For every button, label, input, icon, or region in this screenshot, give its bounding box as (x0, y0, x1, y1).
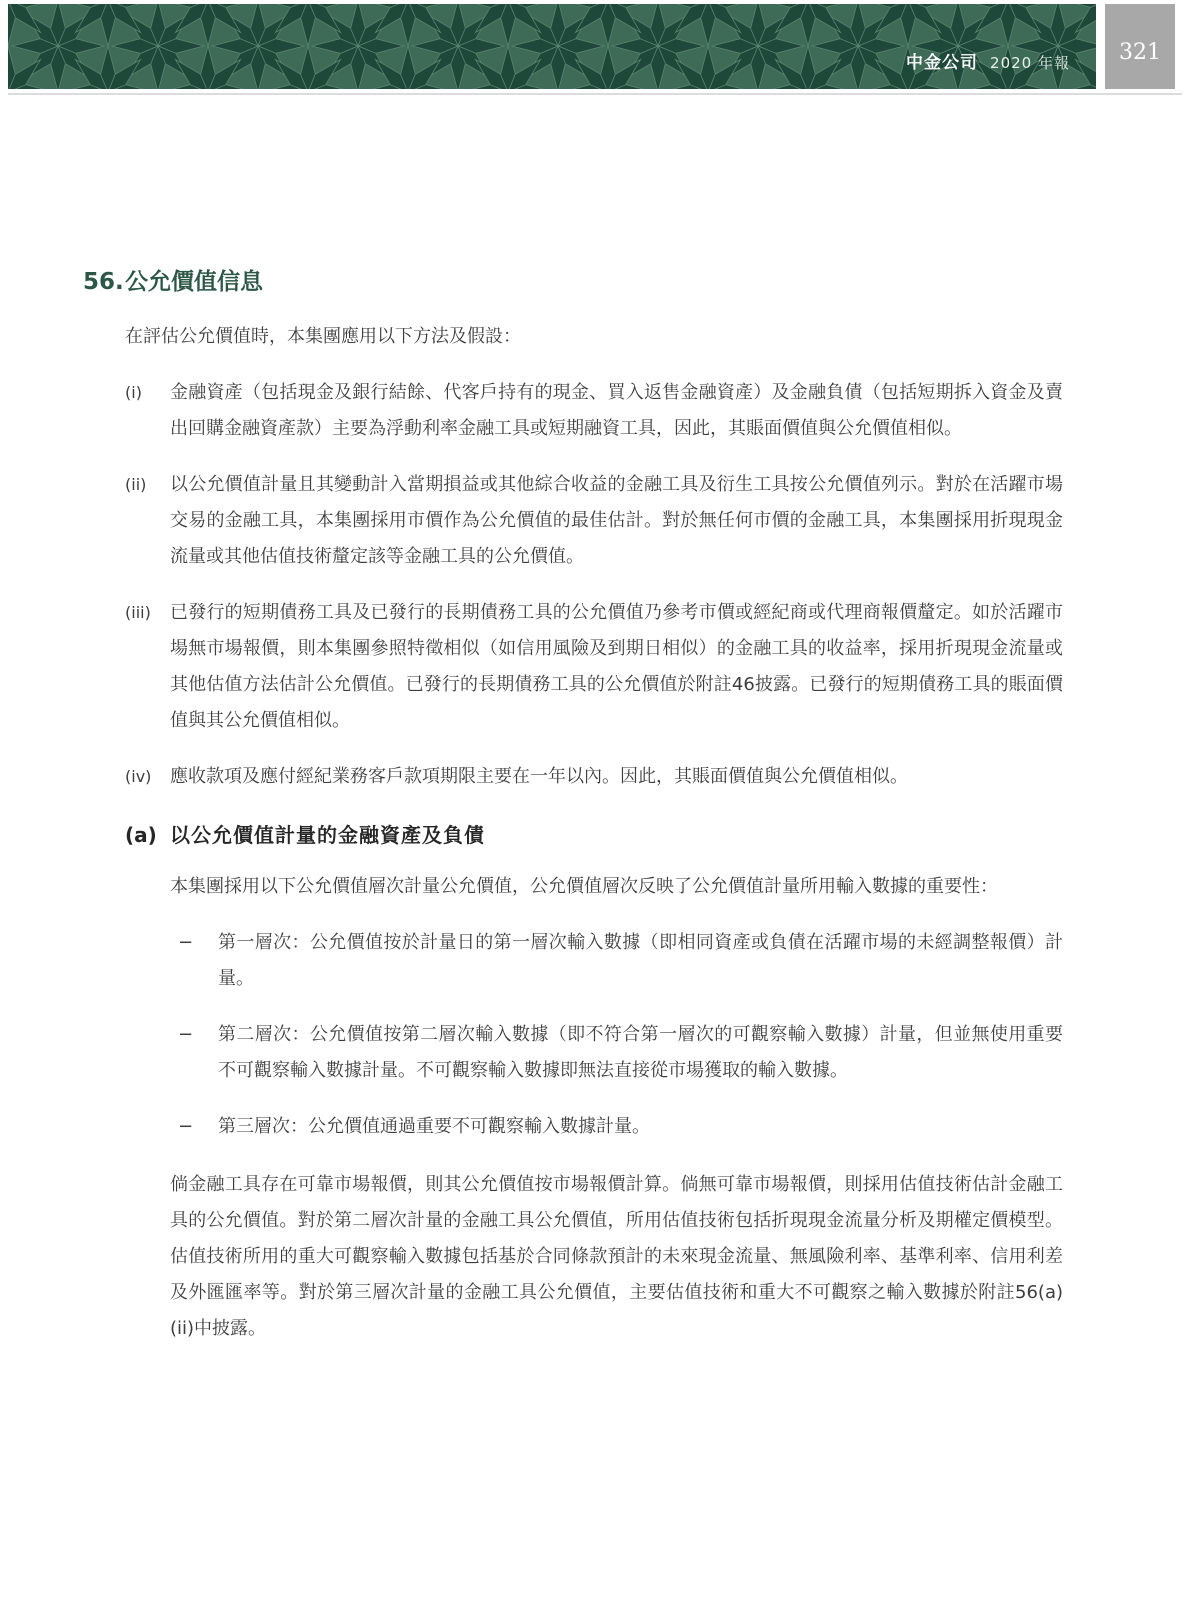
paragraph-list (125, 375, 1063, 795)
page-number-box (1105, 4, 1175, 89)
paragraph-text: 應收款項及應付經紀業務客戶款項期限主要在一年以內。因此，其賬面價值與公允價值相似。 (170, 766, 908, 787)
paragraph-label: (iii) (125, 603, 151, 622)
asanoha-pattern (8, 4, 1096, 89)
paragraph-item (125, 375, 1063, 447)
section-number: 56. (83, 269, 124, 295)
bullet-marker: − (178, 1116, 194, 1137)
paragraph-label: (iv) (125, 767, 152, 786)
subsection-a (125, 821, 1063, 1347)
paragraph-text: 已發行的短期債務工具及已發行的長期債務工具的公允價值乃參考市價或經紀商或代理商報價釐定。如於活躍市場無市場報價，則本集團參照特徵相似（如信用風險及到期日相似）的金融工具的收益率，採用折現現金流量或其他估值方法估計公允價值。已發行的長期債務工具的公允價值於附註46披露。已發行的短期債務工具的賬面價值與其公允價值相似。 (170, 602, 1063, 731)
section-intro: 在評估公允價值時，本集團應用以下方法及假設： (125, 326, 521, 347)
section-body (125, 319, 1063, 1347)
bullet-item (178, 925, 1063, 997)
section-heading (83, 267, 1063, 297)
header-band (8, 4, 1096, 89)
paragraph-label: (ii) (125, 475, 147, 494)
subsection-body (170, 869, 1063, 1347)
paragraph-item (125, 759, 1063, 795)
bullet-marker: − (178, 1024, 194, 1045)
bullet-item (178, 1109, 1063, 1145)
subsection-intro: 本集團採用以下公允價值層次計量公允價值，公允價值層次反映了公允價值計量所用輸入數據的重要性： (170, 876, 998, 897)
report-header (0, 0, 1190, 89)
bullet-text: 第三層次：公允價值通過重要不可觀察輸入數據計量。 (218, 1116, 650, 1137)
header-divider (8, 93, 1182, 95)
paragraph-label: (i) (125, 383, 142, 402)
subsection-heading (125, 821, 1063, 849)
section-title: 公允價值信息 (125, 269, 263, 295)
paragraph-item (125, 467, 1063, 575)
page-number: 321 (1119, 40, 1161, 65)
header-title-group (906, 48, 1070, 73)
paragraph-item (125, 595, 1063, 739)
bullet-list (178, 925, 1063, 1145)
closing-paragraph: 倘金融工具存在可靠市場報價，則其公允價值按市場報價計算。倘無可靠市場報價，則採用估值技術估計金融工具的公允價值。對於第二層次計量的金融工具公允價值，所用估值技術包括折現現金流量分析及期權定價模型。估值技術所用的重大可觀察輸入數據包括基於合同條款預計的未來現金流量、無風險利率、基準利率、信用利差及外匯匯率等。對於第三層次計量的金融工具公允價值，主要估值技術和重大不可觀察之輸入數據於附註56(a)(ii)中披露。 (170, 1174, 1063, 1339)
page-content (83, 267, 1063, 1347)
bullet-text: 第二層次：公允價值按第二層次輸入數據（即不符合第一層次的可觀察輸入數據）計量，但並無使用重要不可觀察輸入數據計量。不可觀察輸入數據即無法直接從市場獲取的輸入數據。 (218, 1024, 1063, 1081)
subsection-label: (a) (125, 823, 157, 847)
bullet-marker: − (178, 932, 194, 953)
bullet-text: 第一層次：公允價值按於計量日的第一層次輸入數據（即相同資產或負債在活躍市場的未經調整報價）計量。 (218, 932, 1063, 989)
bullet-item (178, 1017, 1063, 1089)
report-year: 2020 年報 (990, 54, 1070, 72)
company-name: 中金公司 (906, 53, 979, 73)
paragraph-text: 金融資產（包括現金及銀行結餘、代客戶持有的現金、買入返售金融資產）及金融負債（包括短期拆入資金及賣出回購金融資產款）主要為浮動利率金融工具或短期融資工具，因此，其賬面價值與公允價值相似。 (170, 382, 1063, 439)
subsection-title: 以公允價值計量的金融資產及負債 (170, 823, 485, 847)
paragraph-text: 以公允價值計量且其變動計入當期損益或其他綜合收益的金融工具及衍生工具按公允價值列示。對於在活躍市場交易的金融工具，本集團採用市價作為公允價值的最佳估計。對於無任何市價的金融工具，本集團採用折現現金流量或其他估值技術釐定該等金融工具的公允價值。 (170, 474, 1063, 567)
